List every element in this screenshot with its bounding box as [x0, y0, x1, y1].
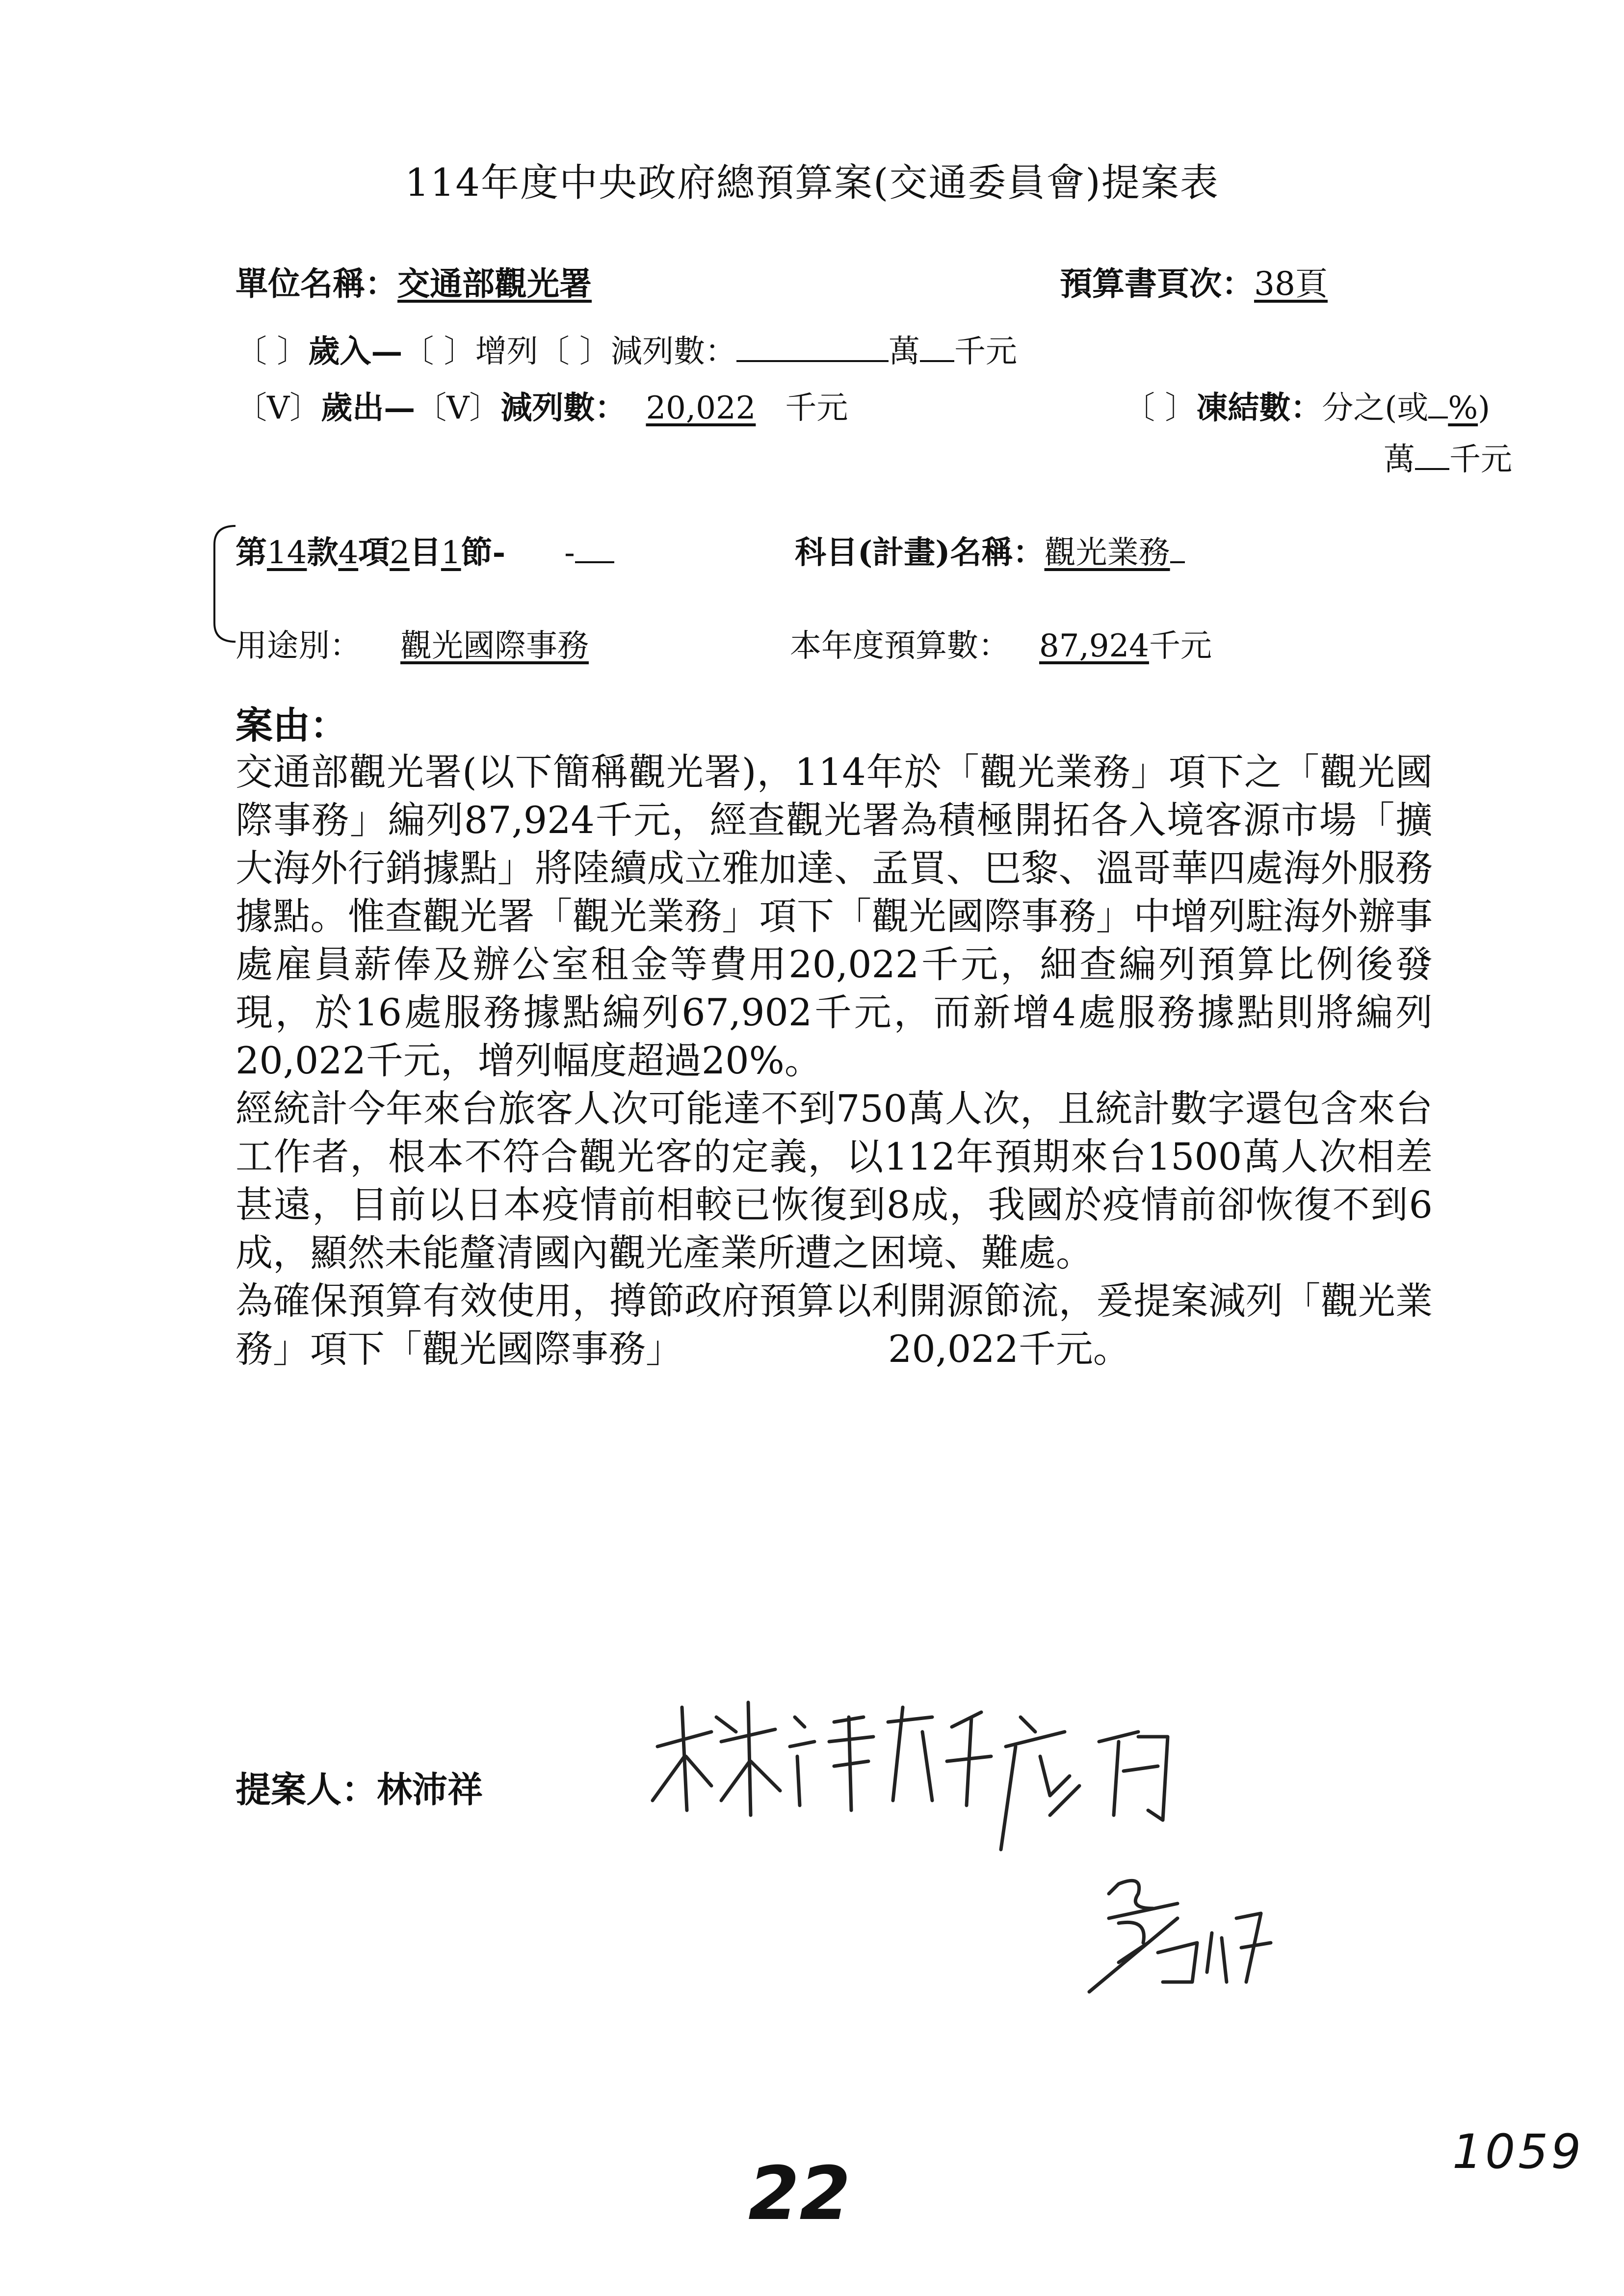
handwritten-signatures	[628, 1688, 1364, 2041]
annual-budget-unit: 千元	[1149, 628, 1212, 664]
reason-heading: 案由：	[236, 704, 347, 747]
freeze-unit-qian: 千元	[1449, 442, 1512, 478]
expenditure-label: 歲出—	[321, 390, 416, 426]
expenditure-decrease-checkbox: 〔V〕	[415, 390, 501, 426]
item-kuan-label: 第	[236, 534, 267, 571]
purpose-label: 用途別：	[236, 628, 361, 664]
budget-page-label: 預算書頁次：	[1060, 264, 1254, 303]
expenditure-amount: 20,022	[646, 390, 756, 426]
freeze-percent: %	[1448, 390, 1478, 426]
item-kuan: 14	[267, 535, 307, 571]
item-jie: 1	[441, 535, 461, 571]
expenditure-row	[236, 383, 848, 428]
item-xiang-unit: 項	[358, 534, 390, 571]
item-mu-unit: 目	[409, 534, 441, 571]
item-xiang: 4	[338, 535, 359, 571]
expenditure-unit: 千元	[785, 390, 848, 426]
freeze-qian-blank	[1415, 437, 1449, 470]
unit-name: 交通部觀光署	[397, 264, 592, 303]
expenditure-checkbox: 〔V〕	[236, 390, 321, 426]
revenue-increase-checkbox: 〔 〕	[402, 334, 475, 370]
freeze-row	[1124, 383, 1490, 428]
subject-label: 科目(計畫)名稱：	[795, 534, 1045, 571]
reason-paragraph: 經統計今年來台旅客人次可能達不到750萬人次，且統計數字還包含來台工作者，根本不符合觀光客的定義，以112年預期來台1500萬人次相差甚遠，目前以日本疫情前相較已恢復到8成，我國於疫情前卻恢復不到6成，顯然未能釐清國內觀光產業所遭之困境、難處。	[236, 1087, 1433, 1275]
revenue-label: 歲入—	[308, 333, 403, 370]
freeze-fraction-label: 分之	[1322, 390, 1385, 426]
expenditure-decrease-label: 減列數：	[500, 390, 627, 426]
item-dash: -	[564, 535, 575, 571]
subject-name: 觀光業務	[1044, 535, 1170, 571]
revenue-amount-blank	[736, 329, 889, 362]
handwritten-sheet-number: 1059	[1452, 2124, 1584, 2179]
revenue-decrease-checkbox: 〔 〕	[538, 334, 611, 370]
freeze-checkbox: 〔 〕	[1124, 390, 1197, 426]
proposer-name: 林沛祥	[377, 1769, 483, 1810]
item-row	[236, 527, 614, 573]
freeze-close: )	[1478, 390, 1491, 426]
unit-row	[236, 258, 592, 304]
budget-page-value: 38頁	[1254, 265, 1328, 303]
freeze-label: 凍結數：	[1196, 390, 1322, 426]
proposer-row	[236, 1761, 483, 1812]
subject-blank	[1170, 530, 1185, 563]
item-jie-unit: 節-	[461, 534, 506, 571]
purpose-row	[236, 621, 662, 666]
proposer-label: 提案人：	[236, 1769, 377, 1810]
reason-paragraph: 交通部觀光署(以下簡稱觀光署)，114年於「觀光業務」項下之「觀光國際事務」編列87,924千元，經查觀光署為積極開拓各入境客源市場「擴大海外行銷據點」將陸續成立雅加達、孟買、巴黎、溫哥華四處海外服務據點。惟查觀光署「觀光業務」項下「觀光國際事務」中增列駐海外辦事處雇員薪俸及辦公室租金等費用20,022千元，細查編列預算比例後發現，於16處服務據點編列67,902千元，而新增4處服務據點則將編列20,022千元，增列幅度超過20%。	[236, 750, 1433, 1082]
annual-budget-label: 本年度預算數：	[790, 628, 1010, 664]
revenue-row	[236, 326, 1017, 371]
purpose-value: 觀光國際事務	[400, 628, 589, 664]
freeze-unit-wan: 萬	[1384, 442, 1415, 478]
revenue-unit-qian: 千元	[954, 334, 1018, 370]
revenue-unit-wan: 萬	[889, 334, 920, 370]
revenue-decrease-label: 減列數：	[611, 334, 737, 370]
subject-row	[795, 527, 1185, 573]
reason-paragraph: 為確保預算有效使用，撙節政府預算以利開源節流，爰提案減列「觀光業務」項下「觀光國際事務」 20,022千元。	[236, 1279, 1433, 1371]
form-title: 114年度中央政府總預算案(交通委員會)提案表	[405, 161, 1219, 205]
reason-body	[236, 748, 1433, 1373]
item-mu: 2	[390, 535, 410, 571]
freeze-percent-blank	[1428, 385, 1448, 418]
revenue-increase-label: 增列	[475, 334, 538, 370]
budget-page-row	[1060, 258, 1328, 304]
revenue-checkbox: 〔 〕	[236, 334, 309, 370]
unit-label: 單位名稱：	[236, 264, 397, 303]
freeze-or-label: (或	[1385, 390, 1429, 426]
page-number: 22	[748, 2151, 851, 2237]
annual-budget-row	[790, 621, 1212, 666]
item-dash-blank	[575, 530, 614, 563]
freeze-unit-row	[1384, 434, 1512, 479]
item-kuan-unit: 款	[307, 534, 339, 571]
item-bracket	[209, 520, 238, 648]
revenue-qian-blank	[920, 329, 954, 362]
annual-budget-value: 87,924	[1039, 628, 1149, 664]
